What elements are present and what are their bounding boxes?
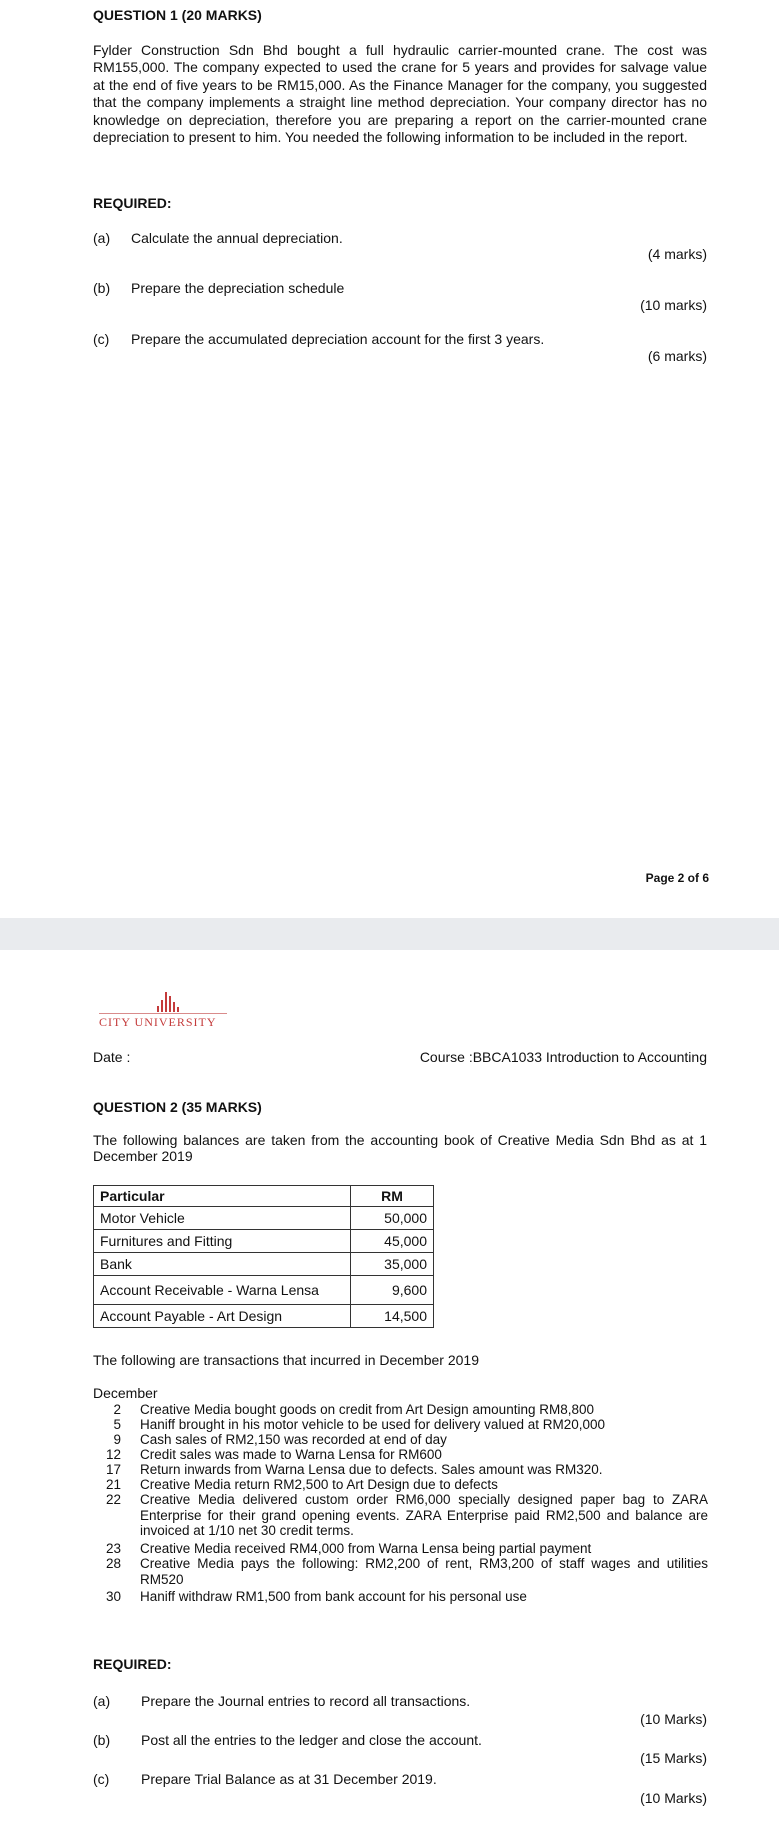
q2-item-c-letter: (c) (93, 1771, 110, 1787)
transaction-text: Cash sales of RM2,150 was recorded at end of day (140, 1432, 447, 1447)
item-c-letter: (c) (93, 331, 110, 347)
transaction-text: Creative Media pays the following: RM2,200 of rent, RM3,200 of staff wages and utilities RM520 (140, 1556, 708, 1587)
logo-bars-icon (153, 990, 183, 1012)
transaction-text: Haniff brought in his motor vehicle to be used for delivery valued at RM20,000 (140, 1417, 606, 1432)
q2-item-b-letter: (b) (93, 1732, 111, 1748)
transaction-text: Creative Media return RM2,500 to Art Design due to defects (140, 1477, 498, 1492)
transactions-intro: The following are transactions that incurred in December 2019 (93, 1352, 479, 1368)
row-particular: Account Receivable - Warna Lensa (94, 1276, 351, 1305)
question-1-paragraph: Fylder Construction Sdn Bhd bought a full hydraulic carrier-mounted crane. The cost was RM155,000. The company expected to used the crane for 5 years and provides for salvage value at the end of five years to be RM15,000. As the Finance Manager for the company, you suggested that the company implements a straight line method depreciation. Your company director has no knowledge on depreciation, therefore you are preparing a report on the carrier-mounted crane depreciation to present to him. You needed the following information to be included in the report. (93, 42, 707, 146)
transaction-day: 28 (105, 1556, 121, 1571)
transaction-text: Creative Media bought goods on credit from Art Design amounting RM8,800 (140, 1402, 594, 1417)
q2-item-a-text: Prepare the Journal entries to record all transactions. (141, 1693, 471, 1709)
row-amount: 14,500 (351, 1305, 434, 1328)
row-particular: Account Payable - Art Design (94, 1305, 351, 1328)
row-particular: Bank (94, 1253, 351, 1276)
q2-item-c-marks: (10 Marks) (640, 1790, 707, 1806)
row-amount: 9,600 (351, 1276, 434, 1305)
month-label: December (93, 1385, 158, 1401)
date-label: Date : (93, 1049, 131, 1065)
transaction-day: 12 (105, 1447, 121, 1462)
question-1-title: QUESTION 1 (20 MARKS) (93, 7, 262, 23)
table-row (94, 1276, 434, 1305)
transaction-day: 23 (105, 1541, 121, 1556)
transaction-day: 2 (113, 1402, 121, 1417)
item-c-marks: (6 marks) (647, 348, 707, 364)
table-header-row (94, 1186, 434, 1207)
item-c-text: Prepare the accumulated depreciation account for the first 3 years. (131, 331, 545, 347)
transaction-text: Haniff withdraw RM1,500 from bank account for his personal use (140, 1589, 527, 1604)
table-row (94, 1305, 434, 1328)
header-particular: Particular (94, 1186, 351, 1207)
page-number: Page 2 of 6 (645, 871, 709, 885)
item-b-marks: (10 marks) (640, 297, 707, 313)
transaction-day: 21 (105, 1477, 121, 1492)
row-amount: 50,000 (351, 1207, 434, 1230)
transaction-day: 22 (105, 1492, 121, 1507)
item-b-letter: (b) (93, 280, 111, 296)
transaction-text: Creative Media delivered custom order RM6,000 specially designed paper bag to ZARA Enterprise for their grand opening events. ZARA Enterprise paid RM2,500 and balance are invoiced at 1/10 net 30 credit terms. (140, 1492, 708, 1538)
course-label: Course :BBCA1033 Introduction to Accounting (419, 1049, 707, 1065)
q2-item-c-text: Prepare Trial Balance as at 31 December 2019. (141, 1771, 437, 1787)
table-row (94, 1207, 434, 1230)
required-label: REQUIRED: (93, 195, 172, 211)
header-rm: RM (351, 1186, 434, 1207)
logo-text: CITY UNIVERSITY (99, 1015, 217, 1029)
transaction-day: 5 (113, 1417, 121, 1432)
item-a-marks: (4 marks) (647, 246, 707, 262)
item-a-text: Calculate the annual depreciation. (131, 230, 343, 246)
required-label-2: REQUIRED: (93, 1656, 172, 1672)
transaction-text: Credit sales was made to Warna Lensa for RM600 (140, 1447, 442, 1462)
balances-table (93, 1185, 434, 1328)
question-2-title: QUESTION 2 (35 MARKS) (93, 1099, 262, 1115)
transaction-day: 17 (105, 1462, 121, 1477)
q2-item-b-text: Post all the entries to the ledger and close the account. (141, 1732, 482, 1748)
item-b-text: Prepare the depreciation schedule (131, 280, 345, 296)
page-gap (0, 918, 779, 950)
row-amount: 45,000 (351, 1230, 434, 1253)
page-2 (0, 950, 779, 1833)
q2-item-a-marks: (10 Marks) (640, 1711, 707, 1727)
transaction-text: Return inwards from Warna Lensa due to defects. Sales amount was RM320. (140, 1462, 603, 1477)
transaction-text: Creative Media received RM4,000 from Warna Lensa being partial payment (140, 1541, 592, 1556)
transaction-day: 9 (113, 1432, 121, 1447)
question-2-intro: The following balances are taken from the accounting book of Creative Media Sdn Bhd as at 1 December 2019 (93, 1132, 707, 1164)
transaction-day: 30 (105, 1589, 121, 1604)
q2-item-a-letter: (a) (93, 1693, 111, 1709)
table-row (94, 1230, 434, 1253)
row-amount: 35,000 (351, 1253, 434, 1276)
table-row (94, 1253, 434, 1276)
row-particular: Motor Vehicle (94, 1207, 351, 1230)
item-a-letter: (a) (93, 230, 111, 246)
q2-item-b-marks: (15 Marks) (640, 1750, 707, 1766)
row-particular: Furnitures and Fitting (94, 1230, 351, 1253)
